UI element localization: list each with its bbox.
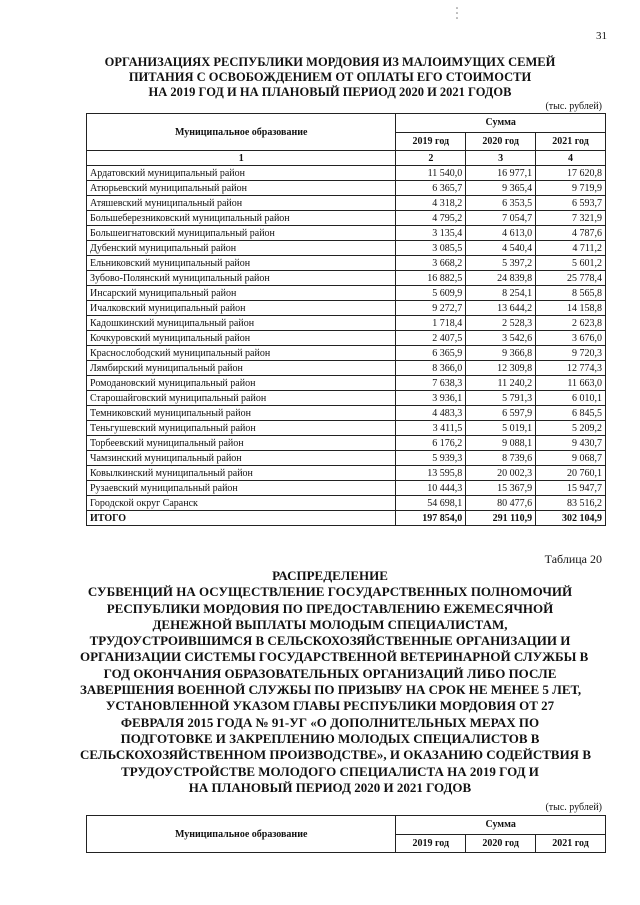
value-2020: 9 366,8 xyxy=(466,346,536,361)
section2-title-line: НА ПЛАНОВЫЙ ПЕРИОД 2020 И 2021 ГОДОВ xyxy=(188,779,472,795)
value-2021: 6 010,1 xyxy=(536,391,606,406)
section1-title-line: НА 2019 ГОД И НА ПЛАНОВЫЙ ПЕРИОД 2020 И 2021 ГОДОВ xyxy=(148,85,512,99)
table-row xyxy=(87,391,606,406)
section2-title-line: УСТАНОВЛЕННОЙ УКАЗОМ ГЛАВЫ РЕСПУБЛИКИ МОРДОВИЯ ОТ 27 xyxy=(105,698,555,714)
total-row xyxy=(87,511,606,526)
section2-units: (тыс. рублей) xyxy=(545,802,602,813)
section2-title-line: РАСПРЕДЕЛЕНИЕ xyxy=(272,568,388,583)
municipality-name: Атюрьевский муниципальный район xyxy=(87,181,396,196)
municipality-name: Теньгушевский муниципальный район xyxy=(87,421,396,436)
column-index: 3 xyxy=(466,151,536,166)
value-2021: 3 676,0 xyxy=(536,331,606,346)
table-row xyxy=(87,166,606,181)
value-2021: 5 601,2 xyxy=(536,256,606,271)
table-label: Таблица 20 xyxy=(544,552,602,566)
value-2020: 80 477,6 xyxy=(466,496,536,511)
value-2021: 4 787,6 xyxy=(536,226,606,241)
header-municipality: Муниципальное образование xyxy=(87,816,396,853)
section2-title-line: СУБВЕНЦИЙ НА ОСУЩЕСТВЛЕНИЕ ГОСУДАРСТВЕННЫХ ПОЛНОМОЧИЙ xyxy=(87,584,573,600)
value-2019: 7 638,3 xyxy=(396,376,466,391)
value-2021: 7 321,9 xyxy=(536,211,606,226)
value-2020: 7 054,7 xyxy=(466,211,536,226)
section1-units: (тыс. рублей) xyxy=(545,101,602,112)
municipality-name: Большеберезниковский муниципальный район xyxy=(87,211,396,226)
value-2020: 5 019,1 xyxy=(466,421,536,436)
value-2019: 1 718,4 xyxy=(396,316,466,331)
value-2020: 16 977,1 xyxy=(466,166,536,181)
value-2019: 3 668,2 xyxy=(396,256,466,271)
table-row xyxy=(87,346,606,361)
header-sum: Сумма xyxy=(396,816,606,835)
value-2019: 4 795,2 xyxy=(396,211,466,226)
section1-title-line: ОРГАНИЗАЦИЯХ РЕСПУБЛИКИ МОРДОВИЯ ИЗ МАЛОИМУЩИХ СЕМЕЙ xyxy=(104,55,556,69)
municipality-name: Ромодановский муниципальный район xyxy=(87,376,396,391)
table-row xyxy=(87,271,606,286)
table-row xyxy=(87,316,606,331)
municipality-name: Старошайговский муниципальный район xyxy=(87,391,396,406)
value-2021: 83 516,2 xyxy=(536,496,606,511)
value-2020: 15 367,9 xyxy=(466,481,536,496)
value-2019: 3 411,5 xyxy=(396,421,466,436)
total-2021: 302 104,9 xyxy=(536,511,606,526)
section2-title-line: ДЕНЕЖНОЙ ВЫПЛАТЫ МОЛОДЫМ СПЕЦИАЛИСТАМ, xyxy=(152,616,508,632)
value-2019: 3 135,4 xyxy=(396,226,466,241)
header-2020: 2020 год xyxy=(466,834,536,853)
value-2019: 3 936,1 xyxy=(396,391,466,406)
value-2021: 11 663,0 xyxy=(536,376,606,391)
table-row xyxy=(87,496,606,511)
municipality-name: Кочкуровский муниципальный район xyxy=(87,331,396,346)
value-2019: 16 882,5 xyxy=(396,271,466,286)
page-number: 31 xyxy=(596,30,607,42)
value-2021: 2 623,8 xyxy=(536,316,606,331)
value-2021: 4 711,2 xyxy=(536,241,606,256)
value-2019: 3 085,5 xyxy=(396,241,466,256)
value-2020: 8 254,1 xyxy=(466,286,536,301)
value-2019: 2 407,5 xyxy=(396,331,466,346)
value-2019: 5 939,3 xyxy=(396,451,466,466)
value-2020: 9 088,1 xyxy=(466,436,536,451)
scan-mark-dots xyxy=(450,6,464,20)
value-2021: 5 209,2 xyxy=(536,421,606,436)
section2-title-line: ФЕВРАЛЯ 2015 ГОДА № 91-УГ «О ДОПОЛНИТЕЛЬНЫХ МЕРАХ ПО xyxy=(120,714,540,730)
value-2020: 4 540,4 xyxy=(466,241,536,256)
table-row xyxy=(87,436,606,451)
section2-title xyxy=(80,568,591,796)
municipality-name: Зубово-Полянский муниципальный район xyxy=(87,271,396,286)
value-2020: 4 613,0 xyxy=(466,226,536,241)
municipality-name: Городской округ Саранск xyxy=(87,496,396,511)
value-2020: 6 597,9 xyxy=(466,406,536,421)
value-2019: 6 176,2 xyxy=(396,436,466,451)
value-2019: 9 272,7 xyxy=(396,301,466,316)
value-2020: 12 309,8 xyxy=(466,361,536,376)
municipality-name: Рузаевский муниципальный район xyxy=(87,481,396,496)
value-2019: 11 540,0 xyxy=(396,166,466,181)
value-2020: 8 739,6 xyxy=(466,451,536,466)
municipality-name: Дубенский муниципальный район xyxy=(87,241,396,256)
value-2020: 11 240,2 xyxy=(466,376,536,391)
table-row xyxy=(87,481,606,496)
header-2021: 2021 год xyxy=(536,132,606,151)
column-index: 1 xyxy=(87,151,396,166)
value-2021: 9 430,7 xyxy=(536,436,606,451)
table-row xyxy=(87,406,606,421)
table-row xyxy=(87,181,606,196)
value-2020: 5 397,2 xyxy=(466,256,536,271)
table-row xyxy=(87,211,606,226)
table-row xyxy=(87,196,606,211)
municipality-name: Темниковский муниципальный район xyxy=(87,406,396,421)
value-2020: 3 542,6 xyxy=(466,331,536,346)
municipality-name: Атяшевский муниципальный район xyxy=(87,196,396,211)
value-2020: 5 791,3 xyxy=(466,391,536,406)
table-row xyxy=(87,301,606,316)
section2-title-line: ТРУДОУСТРОЙСТВЕ МОЛОДОГО СПЕЦИАЛИСТА НА 2019 ГОД И xyxy=(121,763,539,779)
municipality-name: Торбеевский муниципальный район xyxy=(87,436,396,451)
section2-title-line: СЕЛЬСКОХОЗЯЙСТВЕННОМ ПРОИЗВОДСТВЕ», И ОКАЗАНИЮ СОДЕЙСТВИЯ В xyxy=(80,747,591,763)
value-2021: 6 593,7 xyxy=(536,196,606,211)
column-index: 2 xyxy=(396,151,466,166)
section2-title-line: ЗАВЕРШЕНИЯ ВОЕННОЙ СЛУЖБЫ ПО ПРИЗЫВУ НА СРОК НЕ МЕНЕЕ 5 ЛЕТ, xyxy=(80,682,582,698)
header-sum: Сумма xyxy=(396,114,606,133)
header-2019: 2019 год xyxy=(396,132,466,151)
value-2020: 2 528,3 xyxy=(466,316,536,331)
value-2021: 6 845,5 xyxy=(536,406,606,421)
header-municipality: Муниципальное образование xyxy=(87,114,396,151)
total-label: ИТОГО xyxy=(87,511,396,526)
municipality-name: Кадошкинский муниципальный район xyxy=(87,316,396,331)
municipality-name: Чамзинский муниципальный район xyxy=(87,451,396,466)
municipality-name: Ковылкинский муниципальный район xyxy=(87,466,396,481)
column-index-row xyxy=(87,151,606,166)
value-2021: 20 760,1 xyxy=(536,466,606,481)
table-row xyxy=(87,421,606,436)
column-index: 4 xyxy=(536,151,606,166)
value-2019: 4 483,3 xyxy=(396,406,466,421)
table-row xyxy=(87,376,606,391)
value-2020: 9 365,4 xyxy=(466,181,536,196)
table-row xyxy=(87,226,606,241)
section2-title-line: ГОД ОКОНЧАНИЯ ОБРАЗОВАТЕЛЬНЫХ ОРГАНИЗАЦИЙ ЛИБО ПОСЛЕ xyxy=(103,665,557,681)
value-2020: 13 644,2 xyxy=(466,301,536,316)
value-2019: 13 595,8 xyxy=(396,466,466,481)
municipality-name: Ардатовский муниципальный район xyxy=(87,166,396,181)
municipality-name: Инсарский муниципальный район xyxy=(87,286,396,301)
table-row xyxy=(87,331,606,346)
value-2021: 17 620,8 xyxy=(536,166,606,181)
municipality-name: Ичалковский муниципальный район xyxy=(87,301,396,316)
value-2020: 20 002,3 xyxy=(466,466,536,481)
value-2020: 24 839,8 xyxy=(466,271,536,286)
value-2019: 6 365,9 xyxy=(396,346,466,361)
header-2020: 2020 год xyxy=(466,132,536,151)
table-row xyxy=(87,256,606,271)
value-2021: 25 778,4 xyxy=(536,271,606,286)
section2-title-line: ПОДГОТОВКЕ И ЗАКРЕПЛЕНИЮ МОЛОДЫХ СПЕЦИАЛИСТОВ В xyxy=(120,730,540,746)
municipality-name: Краснослободский муниципальный район xyxy=(87,346,396,361)
value-2021: 14 158,8 xyxy=(536,301,606,316)
section2-title-line: ТРУДОУСТРОИВШИМСЯ В СЕЛЬСКОХОЗЯЙСТВЕННЫЕ ОРГАНИЗАЦИИ И xyxy=(89,633,571,649)
municipality-name: Ельниковский муниципальный район xyxy=(87,256,396,271)
value-2019: 6 365,7 xyxy=(396,181,466,196)
table-row xyxy=(87,286,606,301)
value-2021: 9 719,9 xyxy=(536,181,606,196)
header-2021: 2021 год xyxy=(536,834,606,853)
section1-title xyxy=(80,55,580,100)
value-2021: 12 774,3 xyxy=(536,361,606,376)
value-2019: 4 318,2 xyxy=(396,196,466,211)
table-row xyxy=(87,451,606,466)
table-row xyxy=(87,466,606,481)
value-2019: 54 698,1 xyxy=(396,496,466,511)
value-2021: 9 720,3 xyxy=(536,346,606,361)
section2-title-line: ОРГАНИЗАЦИИ СИСТЕМЫ ГОСУДАРСТВЕННОЙ ВЕТЕРИНАРНОЙ СЛУЖБЫ В xyxy=(80,649,589,665)
header-2019: 2019 год xyxy=(396,834,466,853)
value-2019: 10 444,3 xyxy=(396,481,466,496)
value-2021: 8 565,8 xyxy=(536,286,606,301)
section1-title-line: ПИТАНИЯ С ОСВОБОЖДЕНИЕМ ОТ ОПЛАТЫ ЕГО СТОИМОСТИ xyxy=(128,70,532,84)
total-2019: 197 854,0 xyxy=(396,511,466,526)
value-2021: 15 947,7 xyxy=(536,481,606,496)
section1-table xyxy=(86,113,606,526)
section2-table xyxy=(86,815,606,853)
table-row xyxy=(87,241,606,256)
municipality-name: Лямбирский муниципальный район xyxy=(87,361,396,376)
value-2020: 6 353,5 xyxy=(466,196,536,211)
value-2021: 9 068,7 xyxy=(536,451,606,466)
value-2019: 8 366,0 xyxy=(396,361,466,376)
total-2020: 291 110,9 xyxy=(466,511,536,526)
value-2019: 5 609,9 xyxy=(396,286,466,301)
municipality-name: Большеигнатовский муниципальный район xyxy=(87,226,396,241)
table-row xyxy=(87,361,606,376)
section2-title-line: РЕСПУБЛИКИ МОРДОВИЯ ПО ПРЕДОСТАВЛЕНИЮ ЕЖЕМЕСЯЧНОЙ xyxy=(106,600,554,616)
